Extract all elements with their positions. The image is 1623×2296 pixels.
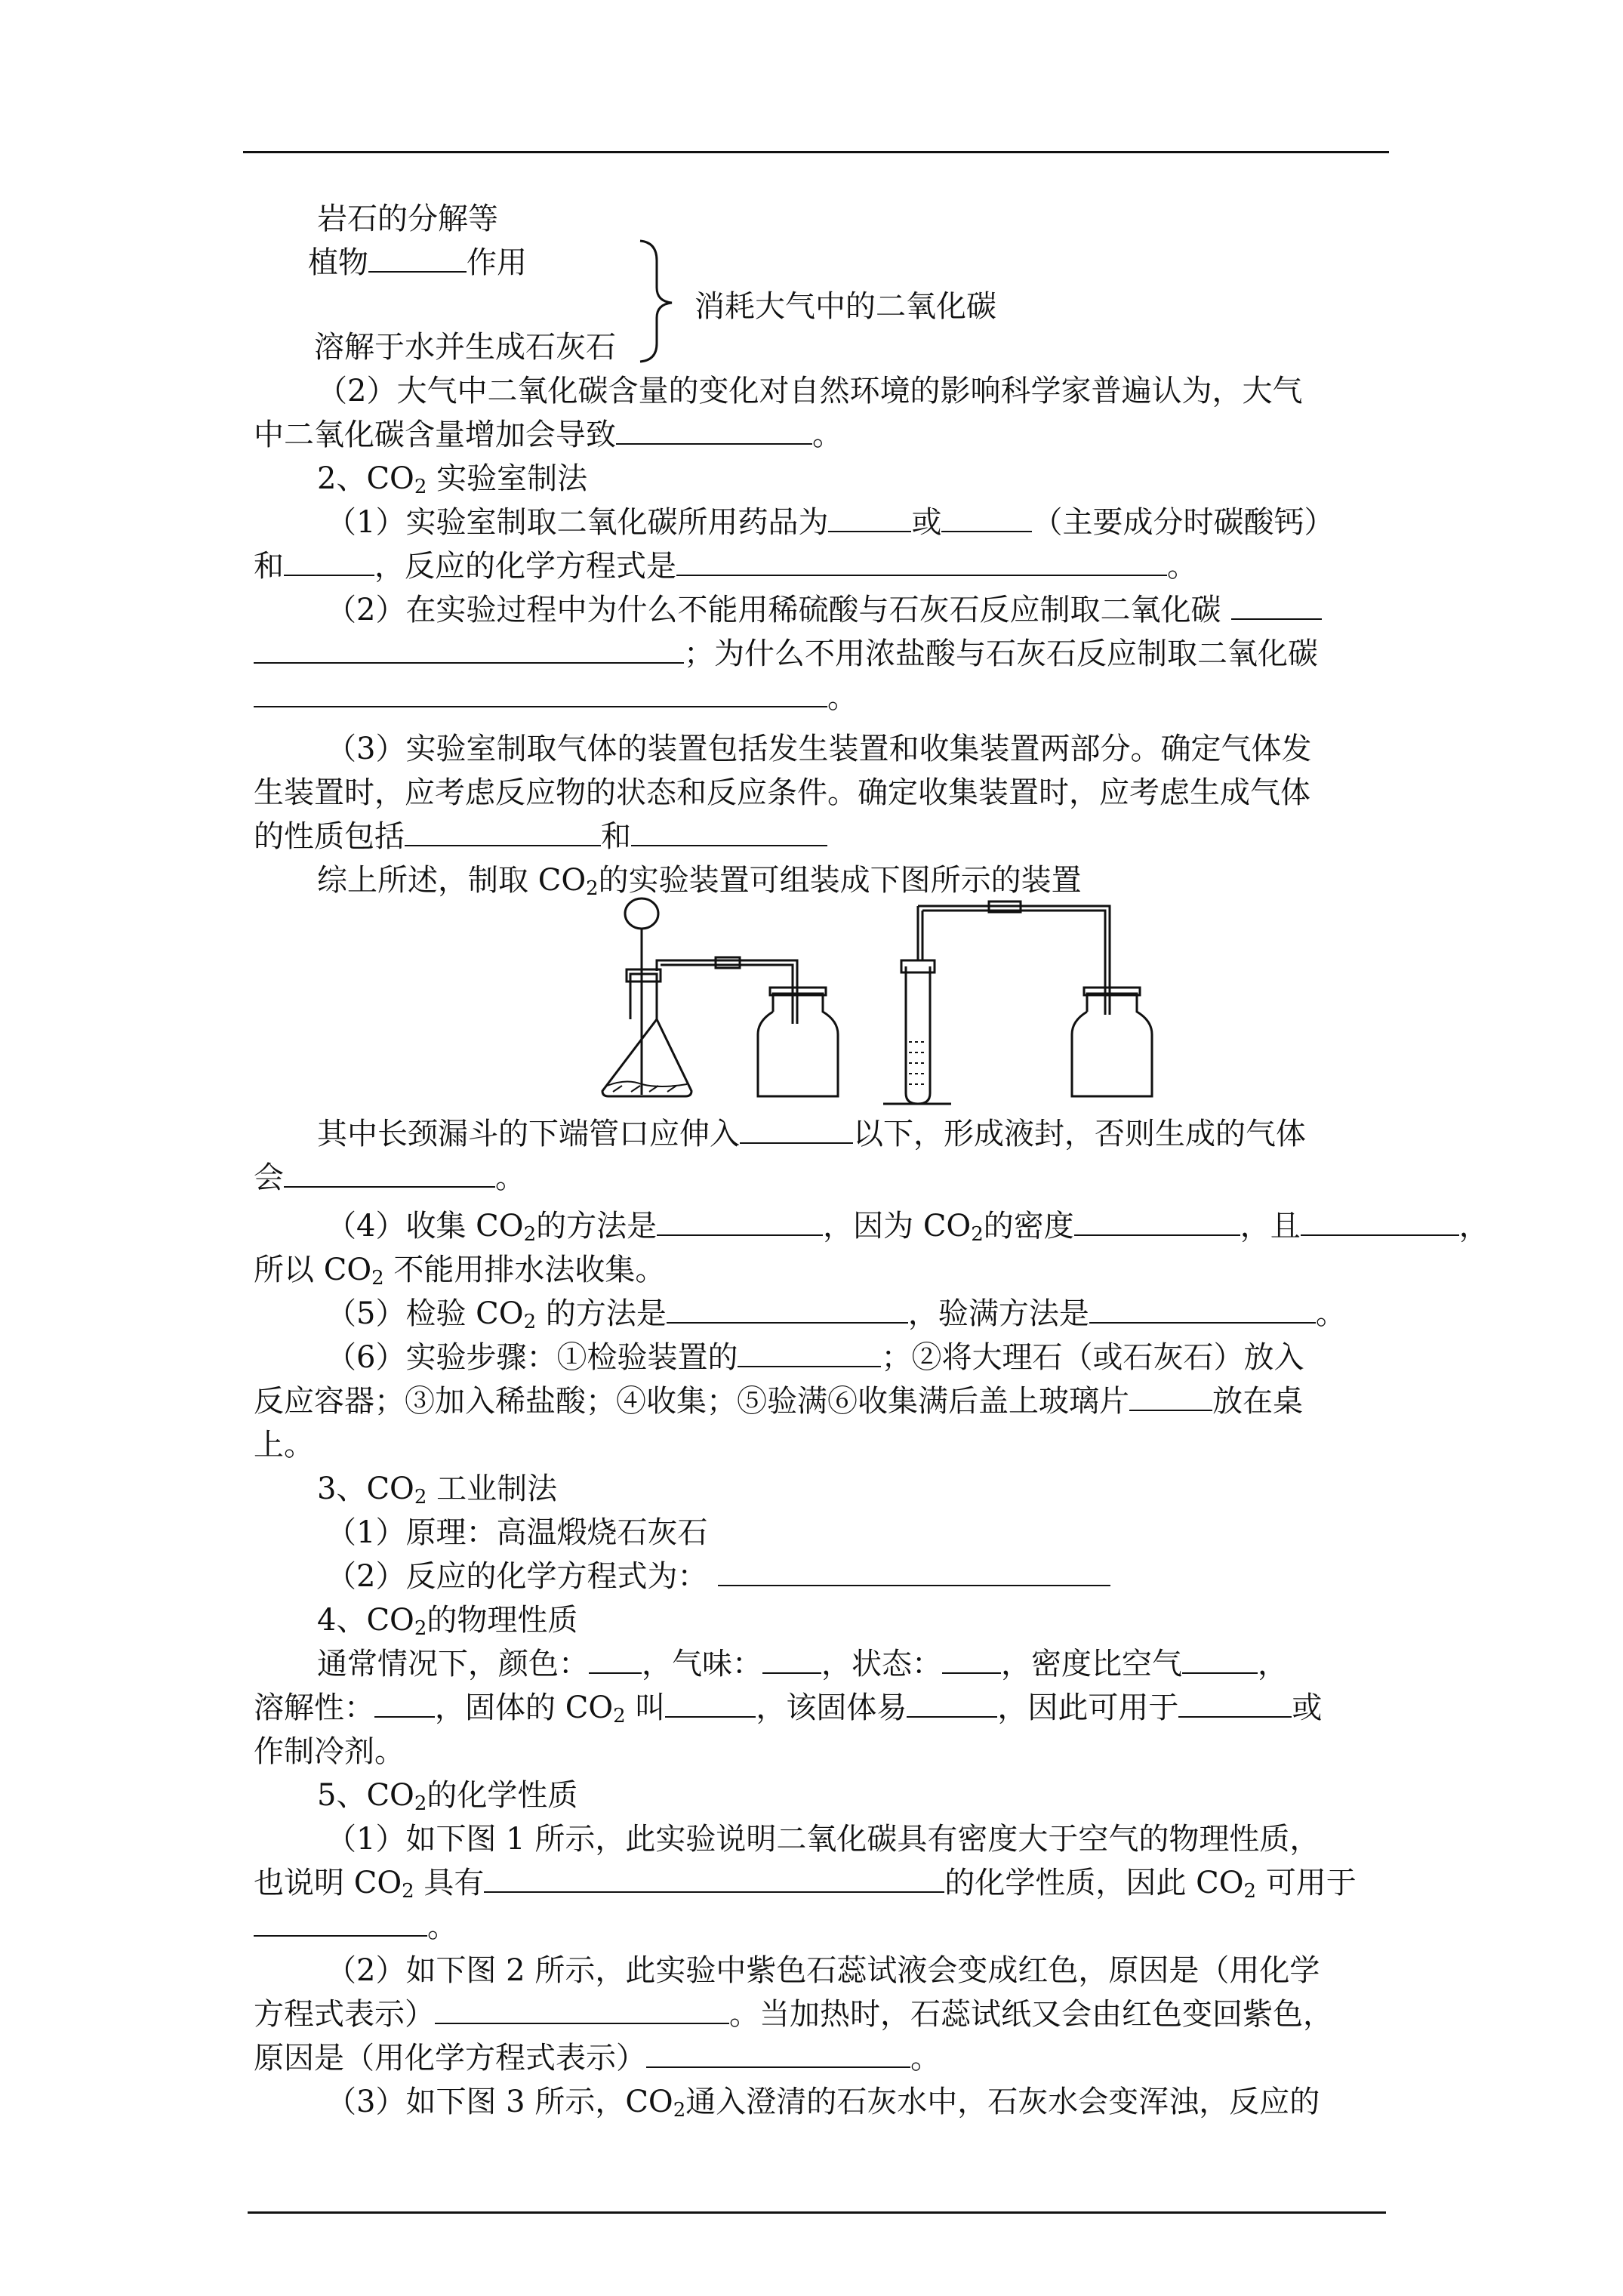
blank [942, 1644, 1001, 1674]
paragraph-line: （2）反应的化学方程式为： [326, 1555, 1489, 1598]
blank [631, 816, 827, 846]
blank [254, 677, 827, 707]
paragraph-line: （2）大气中二氧化碳含量的变化对自然环境的影响科学家普遍认为，大气 [317, 374, 1303, 408]
section-heading: 5、$CO_2$的化学性质 [317, 1778, 578, 1815]
paragraph-line: 的性质包括 和 [254, 815, 1416, 858]
blank [646, 2038, 910, 2068]
paragraph-line: （3）如下图 3 所示，$CO_2$通入澄清的石灰水中，石灰水会变浑浊，反应的 [326, 2085, 1320, 2122]
blank [828, 502, 911, 532]
paragraph-line: 原因是（用化学方程式表示） 。 [254, 2037, 1416, 2079]
blank [1129, 1381, 1212, 1411]
blank [589, 1644, 642, 1674]
paragraph-line: 作制冷剂。 [254, 1734, 405, 1769]
footer-rule [248, 2211, 1386, 2214]
bracket-label: 消耗大气中的二氧化碳 [694, 289, 996, 324]
blank [484, 1863, 944, 1893]
paragraph-line: 也说明 $CO_2$ 具有 的化学性质，因此 $CO_2$ 可用于 [254, 1862, 1416, 1904]
blank [657, 1206, 823, 1236]
paragraph-line: （2）如下图 2 所示，此实验中紫色石蕊试液会变成红色，原因是（用化学 [326, 1953, 1320, 1988]
paragraph-line: 通常情况下，颜色： ，气味： ，状态： ，密度比空气 ， [317, 1643, 1480, 1685]
collection-bottle-2 [1072, 988, 1152, 1096]
paragraph-line: 综上所述，制取 $CO_2$的实验装置可组装成下图所示的装置 [317, 863, 1082, 900]
blank [762, 1644, 821, 1674]
section-heading: 2、$CO_2$ 实验室制法 [317, 461, 588, 498]
blank [374, 1687, 435, 1718]
paragraph-line: （4）收集 $CO_2$的方法是 ，因为 $CO_2$的密度 ，且 ， [326, 1205, 1489, 1247]
blank [1074, 1206, 1240, 1236]
paragraph-line: （2）在实验过程中为什么不能用稀硫酸与石灰石反应制取二氧化碳 [326, 589, 1489, 631]
co2-apparatus-diagram [596, 891, 1155, 1110]
blank [1231, 590, 1322, 620]
blank [254, 1906, 427, 1937]
paragraph-line: 反应容器；③加入稀盐酸；④收集；⑤验满⑥收集满后盖上玻璃片 放在桌 [254, 1380, 1416, 1422]
section-heading: 3、$CO_2$ 工业制法 [317, 1472, 558, 1509]
blank [1301, 1206, 1459, 1236]
paragraph-line: 和 ，反应的化学方程式是 。 [254, 545, 1416, 587]
paragraph-line: （1）如下图 1 所示，此实验说明二氧化碳具有密度大于空气的物理性质， [326, 1822, 1320, 1857]
blank [740, 1114, 853, 1144]
paragraph-line: （6）实验步骤：①检验装置的 ；②将大理石（或石灰石）放入 [326, 1336, 1489, 1379]
paragraph-line: （5）检验 $CO_2$ 的方法是 ，验满方法是 。 [326, 1293, 1489, 1335]
text-line: 岩石的分解等 [317, 202, 498, 236]
paragraph-line: 方程式表示） 。当加热时，石蕊试纸又会由红色变回紫色， [254, 1993, 1416, 2036]
blank [667, 1293, 908, 1324]
blank [284, 546, 374, 576]
blank [718, 1556, 1110, 1586]
paragraph-line: 其中长颈漏斗的下端管口应伸入 以下，形成液封，否则生成的气体 [317, 1113, 1480, 1155]
paragraph-line: ；为什么不用浓盐酸与石灰石反应制取二氧化碳 [254, 633, 1416, 675]
test-tube-apparatus [883, 901, 1110, 1104]
paragraph-line: 会 。 [254, 1157, 1416, 1199]
paragraph-line: （3）实验室制取气体的装置包括发生装置和收集装置两部分。确定气体发 [326, 732, 1312, 766]
blank [284, 1157, 495, 1188]
paragraph-line: 中二氧化碳含量增加会导致 。 [254, 414, 1416, 456]
blank [907, 1687, 997, 1718]
text-line: 植物 作用 [308, 242, 1471, 284]
blank [941, 502, 1032, 532]
blank [405, 816, 601, 846]
blank [254, 633, 684, 664]
paragraph-line: 溶解性： ，固体的 $CO_2$ 叫 ，该固体易 ，因此可用于 或 [254, 1687, 1416, 1729]
text-line: 溶解于水并生成石灰石 [314, 330, 616, 365]
blank [435, 1994, 729, 2024]
paragraph-line: 所以 $CO_2$ 不能用排水法收集。 [254, 1253, 666, 1290]
blank [676, 546, 1167, 576]
blank [665, 1687, 756, 1718]
header-rule [243, 151, 1389, 153]
blank [1089, 1293, 1316, 1324]
curly-brace [634, 238, 679, 365]
paragraph-line: （1）实验室制取二氧化碳所用药品为 或 （主要成分时碳酸钙） [326, 501, 1489, 544]
paragraph-line: 。 [254, 676, 1416, 719]
blank [1178, 1687, 1292, 1718]
blank [1182, 1644, 1258, 1674]
blank [368, 242, 467, 273]
paragraph-line: 生装置时，应考虑反应物的状态和反应条件。确定收集装置时，应考虑生成气体 [254, 775, 1310, 810]
funnel-flask-apparatus [602, 898, 797, 1096]
blank [738, 1337, 881, 1367]
section-heading: 4、$CO_2$的物理性质 [317, 1603, 578, 1640]
paragraph-line: 上。 [254, 1428, 314, 1462]
blank [616, 415, 812, 445]
paragraph-line: 。 [254, 1906, 1416, 1948]
paragraph-line: （1）原理：高温煅烧石灰石 [326, 1515, 708, 1550]
